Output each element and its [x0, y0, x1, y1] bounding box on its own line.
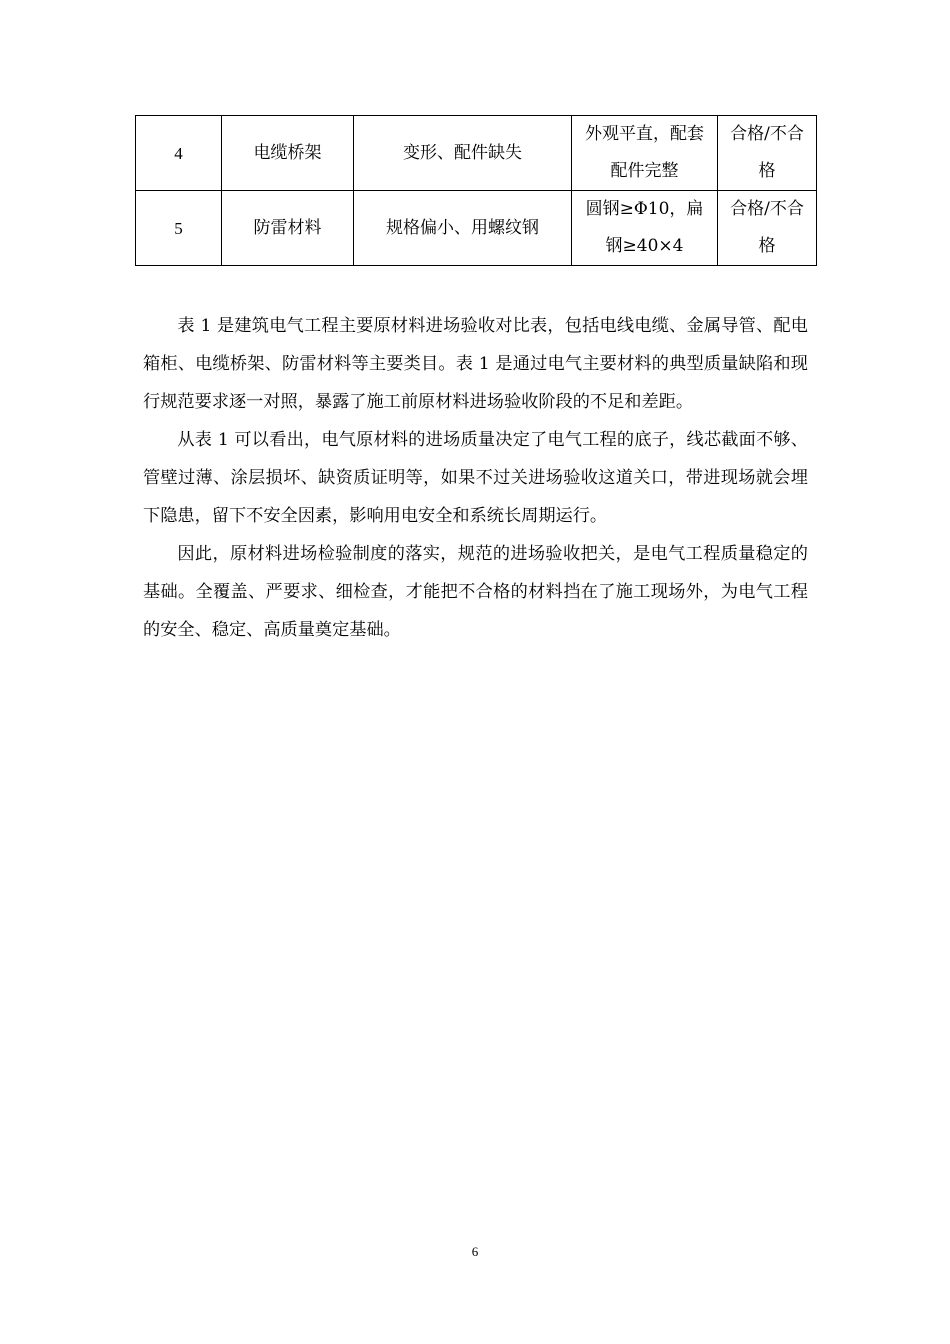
table-row: [136, 116, 817, 191]
cell-material: 电缆桥架: [222, 116, 354, 191]
body-text: [143, 307, 808, 649]
cell-result: 合格/不合格: [718, 116, 817, 191]
cell-no: 5: [136, 191, 222, 266]
table-row: [136, 191, 817, 266]
paragraph: 因此，原材料进场检验制度的落实，规范的进场验收把关，是电气工程质量稳定的基础。全覆盖、严要求、细检查，才能把不合格的材料挡在了施工现场外，为电气工程的安全、稳定、高质量奠定基础。: [143, 544, 808, 640]
cell-result: 合格/不合格: [718, 191, 817, 266]
materials-acceptance-table: [135, 115, 817, 266]
paragraph: 从表 1 可以看出，电气原材料的进场质量决定了电气工程的底子，线芯截面不够、管壁过薄、涂层损坏、缺资质证明等，如果不过关进场验收这道关口，带进现场就会埋下隐患，留下不安全因素，影响用电安全和系统长周期运行。: [143, 430, 808, 526]
cell-requirement: 圆钢≥Φ10，扁钢≥40×4: [572, 191, 718, 266]
page-number: 6: [471, 1244, 479, 1259]
cell-requirement: 外观平直，配套配件完整: [572, 116, 718, 191]
cell-material: 防雷材料: [222, 191, 354, 266]
cell-defect: 规格偏小、用螺纹钢: [354, 191, 572, 266]
cell-defect: 变形、配件缺失: [354, 116, 572, 191]
cell-no: 4: [136, 116, 222, 191]
paragraph: 表 1 是建筑电气工程主要原材料进场验收对比表，包括电线电缆、金属导管、配电箱柜、电缆桥架、防雷材料等主要类目。表 1 是通过电气主要材料的典型质量缺陷和现行规范要求逐一对照，暴露了施工前原材料进场验收阶段的不足和差距。: [143, 316, 808, 412]
